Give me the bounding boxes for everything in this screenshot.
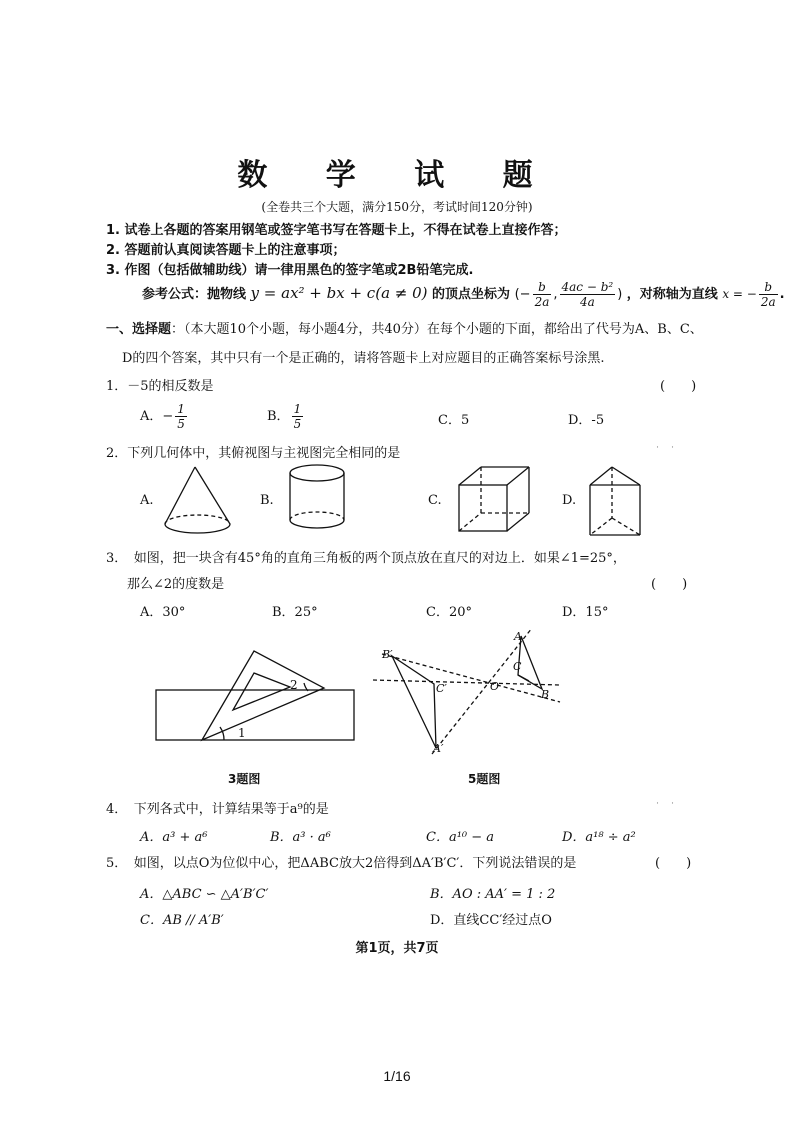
rule-2: 2. 答题前认真阅读答题卡上的注意事项；: [106, 243, 346, 258]
question-5-option-a: A．△ABC ∽ △A′B′C′: [140, 887, 269, 902]
axis-fraction: $\frac{b}{2a}$: [760, 280, 776, 309]
axis-text: ，对称轴为直线: [626, 287, 718, 302]
point-b-label: B: [541, 688, 550, 701]
question-3-option-c: C．20°: [426, 605, 472, 620]
question-5-option-c: C．AB // A′B′: [140, 913, 224, 928]
question-1-option-c: C．5: [438, 413, 470, 428]
parabola-equation: y = ax² + bx + c(a ≠ 0): [250, 284, 428, 302]
question-3-answer-paren: ( ): [651, 577, 688, 592]
question-2-option-b: B.: [260, 493, 274, 508]
prism-figure: [582, 463, 652, 543]
exam-subtitle: (全卷共三个大题，满分150分，考试时间120分钟): [261, 200, 533, 214]
question-3-stem-2: 那么∠2的度数是: [127, 577, 225, 592]
page-number: 1/16: [383, 1068, 411, 1084]
rule-1: 1. 试卷上各题的答案用钢笔或签字笔书写在答题卡上，不得在试卷上直接作答；: [106, 223, 567, 238]
vertex-x-fraction: $\frac{b}{2a}$: [534, 280, 550, 309]
question-2-stem: 2．下列几何体中，其俯视图与主视图完全相同的是: [106, 446, 401, 461]
point-c-label: C: [513, 660, 522, 673]
question-1-stem: 1．－5的相反数是: [106, 379, 214, 394]
question-4-option-b: B．a³ · a⁶: [270, 830, 331, 845]
page-footer: 第1页，共7页: [355, 941, 439, 956]
cylinder-figure: [285, 462, 355, 542]
question-1-answer-paren: ( ): [660, 379, 697, 394]
rule-3: 3. 作图（包括做辅助线）请一律用黑色的签字笔或2B铅笔完成.: [106, 263, 474, 278]
question-3-option-a: A．30°: [140, 605, 186, 620]
question-4-option-d: D．a¹⁸ ÷ a²: [562, 830, 636, 845]
reference-formula: 参考公式：抛物线 y = ax² + bx + c(a ≠ 0) 的顶点坐标为 (− $\frac{b}{2a}$ , $\frac{\text{4ac − b²}}{4a}$ ) ，对称轴为直线 x = − $\frac{b}{2a}$ .: [142, 280, 785, 309]
section-1-instructions: D的四个答案，其中只有一个是正确的，请将答题卡上对应题目的正确答案标号涂黑.: [122, 351, 605, 366]
question-5-stem: 5． 如图，以点O为位似中心，把ΔABC放大2倍得到ΔA′B′C′．下列说法错误的是: [106, 856, 577, 871]
question-2-option-a: A.: [140, 493, 154, 508]
point-a-prime-label: A′: [433, 742, 444, 755]
point-a-label: A: [514, 630, 522, 643]
axis-equation: x = −: [722, 287, 757, 301]
figure-5-homothety: [370, 628, 565, 760]
point-c-prime-label: C′: [436, 682, 447, 695]
vertex-y-fraction: $\frac{\text{4ac − b²}}{4a}$: [561, 280, 614, 309]
cone-figure: [155, 462, 245, 542]
question-3-stem: 3． 如图，把一块含有45°角的直角三角板的两个顶点放在直尺的对边上．如果∠1=25°，: [106, 551, 626, 566]
angle-2-label: 2: [290, 678, 298, 692]
question-5-option-d: D．直线CC′经过点O: [430, 913, 552, 928]
angle-1-label: 1: [238, 726, 246, 740]
scan-mark: ˙ ˙: [655, 446, 675, 457]
question-4-option-a: A．a³ + a⁶: [140, 830, 208, 845]
section-1-heading: 一、选择题：（本大题10个小题，每小题4分，共40分）在每个小题的下面，都给出了代号为A、B、C、: [106, 322, 703, 337]
question-3-option-d: D．15°: [562, 605, 609, 620]
question-5-answer-paren: ( ): [655, 856, 692, 871]
point-o-label: O: [490, 680, 500, 693]
question-2-option-c: C.: [428, 493, 442, 508]
question-1-option-a: A．− $\frac{1}{5}$: [140, 402, 185, 431]
question-5-option-b: B．AO : AA′ = 1 : 2: [430, 887, 556, 902]
figure-3-ruler-triangle: [150, 645, 360, 750]
point-b-prime-label: B′: [382, 648, 393, 661]
question-4-option-c: C．a¹⁰ − a: [426, 830, 495, 845]
page-title: 数 学 试 题: [237, 158, 557, 193]
question-3-option-b: B．25°: [272, 605, 318, 620]
question-4-stem: 4． 下列各式中，计算结果等于a⁹的是: [106, 802, 329, 817]
question-2-option-d: D.: [562, 493, 577, 508]
question-1-option-b: B． $\frac{1}{5}$: [267, 402, 302, 431]
figure-3-caption: 3题图: [228, 772, 261, 786]
cube-figure: [455, 463, 535, 538]
figure-5-caption: 5题图: [468, 772, 501, 786]
question-1-option-d: D．-5: [568, 413, 605, 428]
scan-mark-2: ˙ ˙: [655, 802, 675, 813]
vertex-text: 的顶点坐标为: [432, 287, 511, 302]
formula-label: 参考公式：抛物线: [142, 287, 247, 302]
